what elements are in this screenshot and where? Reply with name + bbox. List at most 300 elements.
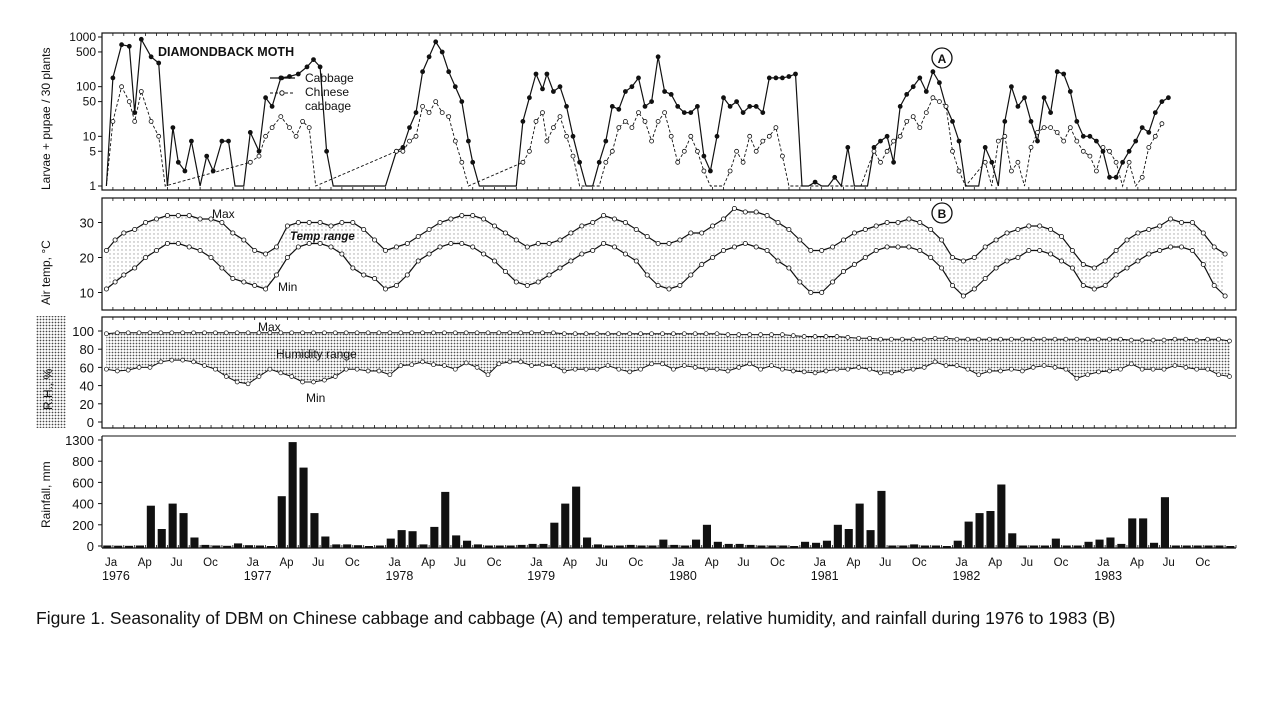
temp-max-point [373, 238, 377, 242]
temp-min-point [1059, 259, 1063, 263]
month-label: Oc [628, 557, 644, 569]
rh-max-point [246, 331, 250, 335]
rh-min-point [442, 364, 446, 368]
rh-min-point [944, 364, 948, 368]
cabbage-point [682, 111, 686, 115]
rh-max-point [1097, 337, 1101, 341]
chinese-cabbage-point [872, 149, 876, 153]
rainfall-bar [169, 504, 177, 548]
cabbage-point [1114, 175, 1118, 179]
rainfall-bar [877, 491, 885, 548]
rainfall-bar [354, 545, 362, 548]
chinese-cabbage-point [394, 149, 398, 153]
rainfall-bar [692, 540, 700, 548]
rainfall-bar [125, 546, 133, 548]
temp-max-point [645, 234, 649, 238]
rh-min-point [475, 365, 479, 369]
temp-max-point [1201, 231, 1205, 235]
chinese-cabbage-point [248, 160, 252, 164]
temp-min-point [449, 241, 453, 245]
temp-max-point [667, 241, 671, 245]
chinese-cabbage-point [1108, 149, 1112, 153]
cabbage-point [898, 104, 902, 108]
rainfall-bar [670, 545, 678, 548]
chinese-cabbage-point [440, 111, 444, 115]
rh-max-point [748, 333, 752, 337]
rh-min-point [759, 367, 763, 371]
cabbage-point [905, 92, 909, 96]
rh-max-point [770, 333, 774, 337]
rainfall-bar [201, 545, 209, 548]
chinese-cabbage-point [1075, 139, 1079, 143]
rh-min-point [366, 369, 370, 373]
rh-min-point [181, 358, 185, 362]
chinese-cabbage-point [637, 111, 641, 115]
rainfall-bar [1008, 533, 1016, 548]
rainfall-bar [790, 546, 798, 548]
rh-max-point [933, 336, 937, 340]
rh-min-point [1228, 375, 1232, 379]
rh-max-point [977, 337, 981, 341]
cabbage-point [205, 154, 209, 158]
temp-max-point [972, 255, 976, 259]
d-ytick-label: 1300 [65, 433, 94, 448]
rh-min-point [671, 367, 675, 371]
rh-min-point [813, 371, 817, 375]
month-label: Ap [562, 557, 578, 569]
rh-max-point [661, 332, 665, 336]
rh-min-point [573, 367, 577, 371]
temp-min-point [1201, 262, 1205, 266]
temp-min-point [296, 245, 300, 249]
rainfall-bar [812, 543, 820, 548]
chinese-cabbage-point [695, 149, 699, 153]
chinese-cabbage-point [257, 154, 261, 158]
chinese-cabbage-point [1068, 126, 1072, 130]
temp-min-point [471, 245, 475, 249]
rainfall-bar [1139, 518, 1147, 548]
month-label: Ja [955, 557, 968, 569]
c-ytick-label: 60 [79, 360, 94, 376]
temp-min-point [863, 255, 867, 259]
cabbage-point [434, 40, 438, 44]
temp-max-annotation: Max [212, 207, 235, 221]
chinese-cabbage-point [663, 111, 667, 115]
chinese-cabbage-point [1088, 154, 1092, 158]
rainfall-bar [747, 545, 755, 548]
cabbage-point [227, 139, 231, 143]
month-label: Ap [1129, 557, 1145, 569]
rainfall-bar [409, 531, 417, 548]
temp-min-annotation: Min [278, 280, 298, 294]
cabbage-point [937, 81, 941, 85]
temp-min-point [689, 273, 693, 277]
cabbage-point [767, 76, 771, 80]
year-label: 1977 [243, 569, 272, 583]
rainfall-bar [1183, 546, 1191, 549]
temp-min-point [264, 287, 268, 291]
month-label: Ju [737, 557, 750, 569]
temp-min-point [940, 266, 944, 270]
rh-max-point [879, 337, 883, 341]
chinese-cabbage-point [434, 100, 438, 104]
rh-min-point [1064, 367, 1068, 371]
rainfall-bar [867, 530, 875, 548]
temp-max-point [569, 231, 573, 235]
temp-max-point [318, 220, 322, 224]
rh-max-point [573, 332, 577, 336]
axes-layer [36, 33, 1236, 548]
cabbage-point [183, 169, 187, 173]
rh-max-point [1206, 337, 1210, 341]
rainfall-bar [1106, 538, 1114, 549]
rh-min-point [497, 362, 501, 366]
rh-max-point [148, 331, 152, 335]
rh-min-point [617, 367, 621, 371]
rainfall-bar [485, 546, 493, 549]
rainfall-bar [1096, 540, 1104, 548]
rh-min-point [770, 364, 774, 368]
month-label: Ap [988, 557, 1003, 569]
year-label: 1982 [952, 569, 981, 583]
temp-min-point [405, 273, 409, 277]
rainfall-bar [943, 546, 951, 548]
rh-max-point [868, 336, 872, 340]
temp-max-point [104, 248, 108, 252]
temp-max-point [340, 220, 344, 224]
chinese-cabbage-point [1153, 134, 1157, 138]
temp-min-point [187, 245, 191, 249]
temp-min-point [874, 248, 878, 252]
rh-max-point [170, 331, 174, 335]
rh-min-point [170, 358, 174, 362]
temp-min-point [1169, 245, 1173, 249]
temp-max-point [144, 220, 148, 224]
rh-min-point [966, 367, 970, 371]
cabbage-point [440, 50, 444, 54]
chinese-cabbage-point [748, 134, 752, 138]
rainfall-bar [1063, 546, 1071, 549]
rainfall-bar [332, 544, 340, 548]
cabbage-point [189, 139, 193, 143]
c-y-axis-label: R.H., % [41, 368, 55, 410]
temp-min-point [176, 241, 180, 245]
temp-max-point [602, 213, 606, 217]
rainfall-bar [1161, 497, 1169, 548]
rh-min-point [1173, 364, 1177, 368]
cabbage-point [1088, 134, 1092, 138]
a-ytick-label: 100 [75, 79, 96, 94]
rh-max-point [780, 333, 784, 337]
temp-min-point [482, 252, 486, 256]
rh-max-point [475, 331, 479, 335]
cabbage-point [623, 90, 627, 94]
temp-min-point [492, 259, 496, 263]
rh-max-point [802, 335, 806, 339]
chinese-cabbage-point [643, 119, 647, 123]
rh-max-point [824, 335, 828, 339]
legend-cabbage-marker [280, 76, 284, 80]
rainfall-bar [147, 506, 155, 548]
rh-min-point [879, 371, 883, 375]
temp-max-point [394, 245, 398, 249]
cabbage-point [453, 85, 457, 89]
temp-min-point [1016, 255, 1020, 259]
rh-max-point [410, 331, 414, 335]
cabbage-point [127, 44, 131, 48]
chinese-cabbage-point [421, 104, 425, 108]
cabbage-point [1140, 126, 1144, 130]
rh-min-point [399, 364, 403, 368]
chinese-cabbage-point [604, 160, 608, 164]
temp-max-point [438, 220, 442, 224]
a-y-axis-label: Larvae + pupae / 30 plants [39, 47, 53, 190]
temp-min-point [1158, 248, 1162, 252]
temp-max-point [1049, 227, 1053, 231]
rainfall-bar [365, 546, 373, 548]
chinese-cabbage-point [270, 126, 274, 130]
rh-max-point [104, 332, 108, 336]
rh-min-point [344, 367, 348, 371]
temp-min-point [656, 283, 660, 287]
temp-min-point [1103, 283, 1107, 287]
cabbage-point [527, 96, 531, 100]
temp-max-point [1158, 224, 1162, 228]
temp-min-point [983, 276, 987, 280]
temp-min-point [950, 283, 954, 287]
cabbage-point [663, 90, 667, 94]
rh-max-point [181, 331, 185, 335]
rh-min-point [584, 367, 588, 371]
rainfall-bar [1194, 546, 1202, 549]
rainfall-bar [965, 522, 973, 548]
d-ytick-label: 400 [72, 496, 94, 512]
rh-max-point [301, 331, 305, 335]
rainfall-bar [1172, 546, 1180, 549]
temp-min-point [885, 245, 889, 249]
temp-max-point [623, 220, 627, 224]
temp-min-point [667, 287, 671, 291]
temp-max-point [113, 238, 117, 242]
rh-max-point [1140, 338, 1144, 342]
rh-max-point [541, 331, 545, 335]
rh-min-point [791, 369, 795, 373]
chinese-cabbage-point [885, 149, 889, 153]
b-ytick-label: 30 [79, 215, 94, 231]
rh-max-point [988, 337, 992, 341]
chinese-cabbage-point [924, 111, 928, 115]
chinese-cabbage-point [623, 119, 627, 123]
rh-min-point [595, 367, 599, 371]
temp-min-point [209, 255, 213, 259]
a-chart-title: DIAMONDBACK MOTH [158, 45, 295, 59]
rh-max-point [966, 337, 970, 341]
rh-min-point [748, 362, 752, 366]
b-ytick-label: 20 [79, 250, 94, 266]
chinese-cabbage-point [656, 119, 660, 123]
text-layer [39, 30, 1210, 583]
temp-max-point [612, 217, 616, 221]
cabbage-point [689, 111, 693, 115]
cabbage-point [715, 134, 719, 138]
temp-min-point [1136, 259, 1140, 263]
cabbage-point [421, 70, 425, 74]
rh-min-point [486, 373, 490, 377]
chinese-cabbage-point [408, 139, 412, 143]
rainfall-bar [267, 546, 275, 548]
rh-min-point [126, 368, 130, 372]
legend-chinese-marker [280, 91, 284, 95]
temp-max-point [405, 241, 409, 245]
rh-max-point [999, 337, 1003, 341]
temp-min-point [340, 252, 344, 256]
chinese-cabbage-point [565, 134, 569, 138]
rh-min-point [1184, 365, 1188, 369]
cabbage-point [296, 72, 300, 76]
chinese-cabbage-point [610, 149, 614, 153]
rainfall-bar [289, 442, 297, 548]
rh-min-point [530, 364, 534, 368]
temp-min-point [896, 245, 900, 249]
temp-max-point [1070, 248, 1074, 252]
cabbage-point [650, 100, 654, 104]
month-label: Ju [1162, 557, 1175, 569]
temp-min-point [841, 269, 845, 273]
cabbage-point [1036, 139, 1040, 143]
rainfall-bar [648, 546, 656, 549]
rainfall-bar [398, 530, 406, 548]
cabbage-point [885, 134, 889, 138]
chinese-cabbage-point [1114, 160, 1118, 164]
year-label: 1979 [527, 569, 556, 583]
temp-max-point [1114, 248, 1118, 252]
temp-max-point [711, 224, 715, 228]
temp-max-point [689, 231, 693, 235]
cabbage-point [1049, 111, 1053, 115]
temp-max-point [460, 213, 464, 217]
rh-max-point [312, 331, 316, 335]
temp-max-point [253, 248, 257, 252]
temp-min-point [154, 248, 158, 252]
cabbage-point [676, 104, 680, 108]
cabbage-point [669, 92, 673, 96]
rh-min-point [1129, 362, 1133, 366]
chinese-cabbage-point [702, 169, 706, 173]
rh-max-point [421, 331, 425, 335]
rh-min-point [246, 382, 250, 386]
cabbage-point [1153, 111, 1157, 115]
year-label: 1983 [1094, 569, 1123, 583]
chinese-cabbage-point [288, 126, 292, 130]
rh-min-point [203, 364, 207, 368]
rh-min-point [508, 360, 512, 364]
rainfall-bar [343, 544, 351, 548]
rainfall-bar [234, 543, 242, 548]
rh-max-point [344, 331, 348, 335]
rh-min-point [279, 371, 283, 375]
rh-max-point [1064, 337, 1068, 341]
temp-min-point [547, 273, 551, 277]
rainfall-bar [572, 487, 580, 548]
temp-min-point [274, 273, 278, 277]
rainfall-bar [725, 544, 733, 548]
rainfall-bar [616, 546, 624, 549]
temp-min-point [373, 276, 377, 280]
temp-max-point [1212, 245, 1216, 249]
rh-max-point [213, 331, 217, 335]
cabbage-point [408, 126, 412, 130]
temp-min-point [394, 283, 398, 287]
chinese-cabbage-point [951, 149, 955, 153]
cabbage-point [427, 55, 431, 59]
temp-max-point [787, 227, 791, 231]
temp-max-point [1038, 224, 1042, 228]
rainfall-bar [594, 544, 602, 548]
cabbage-point [157, 61, 161, 65]
rainfall-bar [910, 544, 918, 548]
temp-max-point [809, 248, 813, 252]
cabbage-point [597, 160, 601, 164]
cabbage-point [521, 119, 525, 123]
temp-min-point [700, 262, 704, 266]
cabbage-point [270, 104, 274, 108]
rh-range-annotation: Humidity range [276, 347, 357, 361]
rh-min-point [704, 367, 708, 371]
cabbage-point [1094, 139, 1098, 143]
chinese-cabbage-point [937, 100, 941, 104]
temp-max-point [961, 259, 965, 263]
cabbage-point [471, 160, 475, 164]
rainfall-bar [550, 523, 558, 548]
rh-max-point [1162, 338, 1166, 342]
cabbage-point [305, 65, 309, 69]
rh-max-point [726, 333, 730, 337]
rainfall-bar [463, 541, 471, 548]
rainfall-bar [834, 525, 842, 548]
rh-max-point [584, 332, 588, 336]
temp-max-point [514, 238, 518, 242]
cabbage-point [741, 111, 745, 115]
temp-min-point [1005, 259, 1009, 263]
rainfall-bar [1117, 544, 1125, 548]
rh-max-point [1086, 337, 1090, 341]
chinese-cabbage-point [1062, 139, 1066, 143]
temp-min-point [1027, 248, 1031, 252]
chinese-cabbage-point [1147, 145, 1151, 149]
temp-min-point [285, 255, 289, 259]
rh-max-point [1217, 337, 1221, 341]
rh-min-point [682, 364, 686, 368]
temp-max-point [133, 227, 137, 231]
temp-max-point [700, 231, 704, 235]
rh-max-point [1108, 337, 1112, 341]
rainfall-bar [136, 546, 144, 549]
rh-min-point [922, 365, 926, 369]
rh-max-point [530, 331, 534, 335]
rh-max-point [944, 336, 948, 340]
cabbage-point [318, 65, 322, 69]
rainfall-bar [507, 546, 515, 549]
cabbage-point [708, 169, 712, 173]
rh-min-point [1217, 373, 1221, 377]
month-label: Ja [530, 557, 543, 569]
month-label: Ja [105, 557, 118, 569]
rh-max-point [1009, 337, 1013, 341]
cabbage-point [120, 43, 124, 47]
rainfall-bar [845, 529, 853, 548]
rh-max-point [922, 337, 926, 341]
d-ytick-label: 800 [72, 454, 94, 470]
